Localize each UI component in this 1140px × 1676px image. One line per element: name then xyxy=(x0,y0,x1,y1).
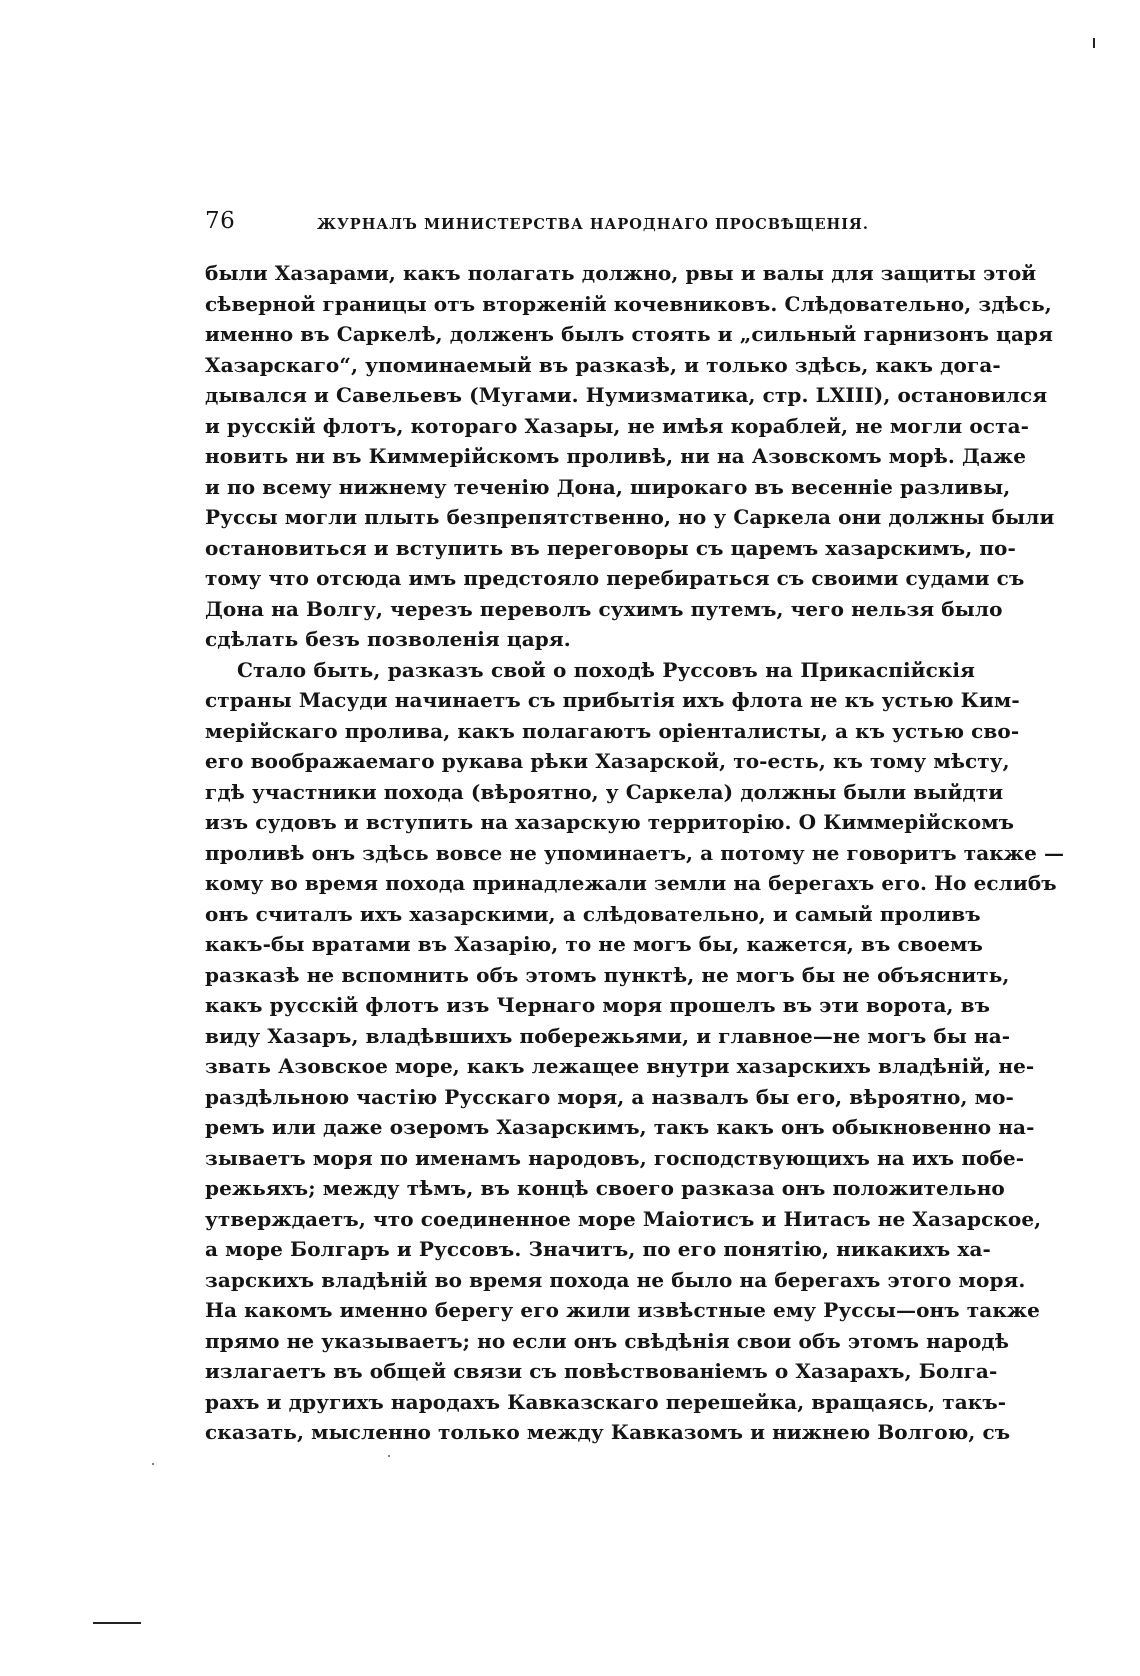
text-line: Дона на Волгу, черезъ переволъ сухимъ путемъ, чего нельзя было xyxy=(205,596,1003,621)
text-line: раздѣльною частію Русскаго моря, а назвалъ бы его, вѣроятно, мо- xyxy=(205,1084,1014,1109)
page-number: 76 xyxy=(205,208,236,234)
text-line: какъ русскій флотъ изъ Чернаго моря прошелъ въ эти ворота, въ xyxy=(205,993,991,1017)
text-line: были Хазарами, какъ полагать должно, рвы и валы для защиты этой xyxy=(205,261,1037,285)
text-line: кому во время похода принадлежали земли на берегахъ его. Но еслибъ xyxy=(205,871,1057,895)
scan-mark xyxy=(1093,38,1095,48)
text-line: страны Масуди начинаетъ съ прибытія ихъ флота не къ устью Ким- xyxy=(205,688,1020,712)
text-line: дывался и Савельевъ (Мугами. Нумизматика, стр. LXIII), остановился xyxy=(205,383,1048,407)
text-line: режьяхъ; между тѣмъ, въ концѣ своего разказа онъ положительно xyxy=(205,1176,1005,1200)
text-line: рахъ и другихъ народахъ Кавказскаго перешейка, вращаясь, такъ- xyxy=(205,1389,1007,1414)
text-line: излагаетъ въ общей связи съ повѣствованіемъ о Хазарахъ, Болга- xyxy=(205,1359,998,1383)
text-line: зарскихъ владѣній во время похода не было на берегахъ этого моря. xyxy=(205,1267,1026,1292)
text-line: зываетъ моря по именамъ народовъ, господствующихъ на ихъ побе- xyxy=(205,1145,1025,1170)
text-line: новить ни въ Киммерійскомъ проливѣ, ни на Азовскомъ морѣ. Даже xyxy=(205,444,1027,468)
footer-rule xyxy=(93,1622,141,1624)
scan-speck xyxy=(152,1463,154,1465)
text-line: прямо не указываетъ; но если онъ свѣдѣнія свои объ этомъ народѣ xyxy=(205,1328,1010,1353)
text-line: сказать, мысленно только между Кавказомъ и нижнею Волгою, съ xyxy=(205,1420,1011,1444)
text-line: Хазарскаго“, упоминаемый въ разказѣ, и только здѣсь, какъ дога- xyxy=(205,352,1001,377)
running-head: ЖУРНАЛЪ МИНИСТЕРСТВА НАРОДНАГО ПРОСВѢЩЕНІЯ. xyxy=(317,216,869,233)
text-line: Стало быть, разказъ свой о походѣ Руссовъ на Прикаспійскія xyxy=(237,657,975,682)
text-line: проливѣ онъ здѣсь вовсе не упоминаетъ, а потому не говоритъ также — xyxy=(205,840,1065,865)
text-line: гдѣ участники похода (вѣроятно, у Саркела) должны были выйдти xyxy=(205,779,1004,804)
text-line: На какомъ именно берегу его жили извѣстные ему Руссы—онъ также xyxy=(205,1298,1041,1322)
text-line: изъ судовъ и вступить на хазарскую территорію. О Киммерійскомъ xyxy=(205,810,1015,834)
text-line: ремъ или даже озеромъ Хазарскимъ, такъ какъ онъ обыкновенно на- xyxy=(205,1115,1035,1139)
page-header xyxy=(205,208,975,238)
text-line: онъ считалъ ихъ хазарскими, а слѣдовательно, и самый проливъ xyxy=(205,901,981,926)
text-line: сѣверной границы отъ вторженій кочевниковъ. Слѣдовательно, здѣсь, xyxy=(205,291,1052,316)
text-line: какъ-бы вратами въ Хазарію, то не могъ бы, кажется, въ своемъ xyxy=(205,932,983,956)
text-line: виду Хазаръ, владѣвшихъ побережьями, и главное—не могъ бы на- xyxy=(205,1023,1011,1048)
text-line: разказѣ не вспомнить объ этомъ пунктѣ, не могъ бы не объяснить, xyxy=(205,962,1010,987)
text-line: звать Азовское море, какъ лежащее внутри хазарскихъ владѣній, не- xyxy=(205,1054,1035,1078)
text-line: остановиться и вступить въ переговоры съ царемъ хазарскимъ, по- xyxy=(205,535,1016,560)
text-line: тому что отсюда имъ предстояло перебираться съ своими судами съ xyxy=(205,566,1025,590)
text-line: мерійскаго пролива, какъ полагаютъ оріенталисты, а къ устью сво- xyxy=(205,718,1020,743)
text-line: а море Болгаръ и Руссовъ. Значитъ, по его понятію, никакихъ ха- xyxy=(205,1237,991,1261)
text-line: и по всему нижнему теченію Дона, широкаго въ весенніе разливы, xyxy=(205,474,1011,499)
text-line: сдѣлать безъ позволенія царя. xyxy=(205,627,571,651)
text-line: и русскій флотъ, котораго Хазары, не имѣя кораблей, не могли оста- xyxy=(205,413,1030,438)
text-line: утверждаетъ, что соединенное море Маіотисъ и Нитасъ не Хазарское, xyxy=(205,1206,1042,1231)
text-line: его воображаемаго рукава рѣки Хазарской, то-есть, къ тому мѣсту, xyxy=(205,749,1010,773)
scan-speck xyxy=(388,1455,390,1457)
body-text xyxy=(205,258,1065,1448)
text-line: именно въ Саркелѣ, долженъ былъ стоять и „сильный гарнизонъ царя xyxy=(205,322,1053,346)
text-line: Руссы могли плыть безпрепятственно, но у Саркела они должны были xyxy=(205,505,1055,529)
